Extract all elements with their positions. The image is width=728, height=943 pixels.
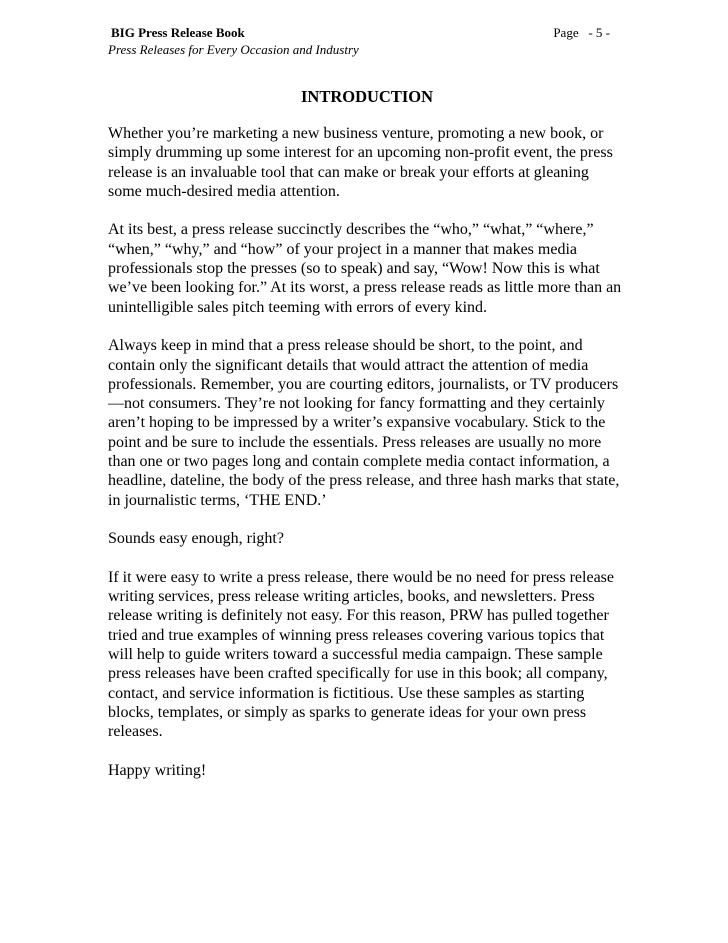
header-row — [108, 24, 624, 41]
page-header — [108, 24, 624, 64]
book-title: BIG Press Release Book — [111, 25, 245, 40]
paragraph-1: Whether you’re marketing a new business venture, promoting a new book, or simply drumming up some interest for an upcoming non-profit event, the press release is an invaluable tool that can make or break your efforts at gleaning some much-desired media attention. — [108, 125, 613, 200]
paragraph-3: Always keep in mind that a press release should be short, to the point, and contain only the significant details that would attract the attention of media professionals. Remember, you are courting editors, journalists, or TV producers—not consumers. They’re not looking for fancy formatting and they certainly aren’t hoping to be impressed by a writer’s expansive vocabulary. Stick to the point and be sure to include the essentials. Press releases are usually no more than one or two pages long and contain complete media contact information, a headline, dateline, the body of the press release, and three hash marks that state, in journalistic terms, ‘THE END.’ — [108, 337, 620, 509]
paragraph-6: Happy writing! — [108, 761, 207, 779]
paragraph-2: At its best, a press release succinctly describes the “who,” “what,” “where,” “when,” “why,” and “how” of your project in a manner that makes media professionals stop the presses (so to speak) and say, “Wow! Now this is what we’ve been looking for.” At its worst, a press release reads as little more than an unintelligible sales pitch teeming with errors of every kind. — [108, 221, 622, 316]
section-heading: INTRODUCTION — [300, 87, 434, 106]
book-subtitle: Press Releases for Every Occasion and Industry — [108, 42, 359, 57]
page-number: Page - 5 - — [553, 25, 610, 40]
body-text — [108, 124, 624, 799]
paragraph-5: If it were easy to write a press release, there would be no need for press release writing services, press release writing articles, books, and newsletters. Press release writing is definitely not easy. For this reason, PRW has pulled together tried and true examples of winning press releases covering various topics that will help to guide writers toward a successful media campaign. These sample press releases have been crafted specifically for use in this book; all company, contact, and service information is fictitious. Use these samples as starting blocks, templates, or simply as sparks to generate ideas for your own press releases. — [108, 568, 614, 741]
paragraph-4: Sounds easy enough, right? — [108, 530, 284, 548]
